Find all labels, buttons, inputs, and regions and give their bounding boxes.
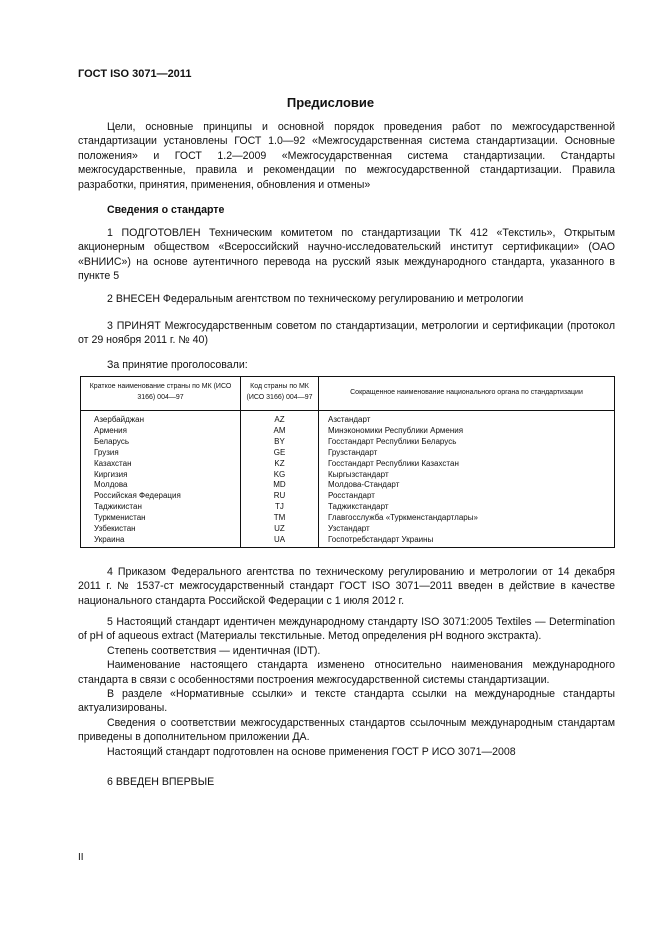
country-cell: Азербайджан: [81, 411, 241, 426]
code-cell: UZ: [241, 524, 319, 535]
document-header: ГОСТ ISO 3071—2011: [78, 68, 192, 80]
item-5-line: Степень соответствия — идентичная (IDT).: [107, 644, 321, 657]
country-cell: Узбекистан: [81, 524, 241, 535]
table-row: [81, 524, 615, 535]
page-title: Предисловие: [286, 95, 375, 110]
code-cell: UA: [241, 535, 319, 547]
agency-cell: Госстандарт Республики Казахстан: [319, 459, 615, 470]
table-row: [81, 535, 615, 547]
country-cell: Киргизия: [81, 470, 241, 481]
agency-cell: Молдова-Стандарт: [319, 480, 615, 491]
item-5-line: 5 Настоящий стандарт идентичен международному стандарту ISO 3071:2005 Textiles — Determination of pH of aqueous extract (Материалы текстильные. Метод определения pH водного экстракта).: [78, 616, 615, 643]
table-row: [81, 426, 615, 437]
code-cell: RU: [241, 491, 319, 502]
country-cell: Таджикистан: [81, 502, 241, 513]
table-row: [81, 470, 615, 481]
column-header: Сокращенное наименование национального органа по стандартизации: [319, 377, 615, 411]
code-cell: KG: [241, 470, 319, 481]
vote-label: За принятие проголосовали:: [107, 359, 248, 371]
country-cell: Грузия: [81, 448, 241, 459]
agency-cell: Кыргызстандарт: [319, 470, 615, 481]
item-5-line: В разделе «Нормативные ссылки» и тексте стандарта ссылки на международные стандарты актуализированы.: [78, 688, 615, 715]
agency-cell: Узстандарт: [319, 524, 615, 535]
page-number: II: [78, 852, 84, 863]
agency-cell: Таджикстандарт: [319, 502, 615, 513]
country-cell: Молдова: [81, 480, 241, 491]
item-5-line: Настоящий стандарт подготовлен на основе применения ГОСТ Р ИСО 3071—2008: [107, 745, 516, 758]
voting-table: [80, 376, 615, 548]
code-cell: BY: [241, 437, 319, 448]
code-cell: AZ: [241, 411, 319, 426]
item-3: 3 ПРИНЯТ Межгосударственным советом по стандартизации, метрологии и сертификации (протокол от 29 ноября 2011 г. № 40): [78, 320, 615, 347]
table-row: [81, 491, 615, 502]
code-cell: KZ: [241, 459, 319, 470]
country-cell: Армения: [81, 426, 241, 437]
code-cell: AM: [241, 426, 319, 437]
section-title: Сведения о стандарте: [107, 204, 225, 216]
agency-cell: Грузстандарт: [319, 448, 615, 459]
column-header: Код страны по МК (ИСО 3166) 004—97: [241, 377, 319, 411]
table-body: [81, 411, 615, 548]
item-4: 4 Приказом Федерального агентства по техническому регулированию и метрологии от 14 декабря 2011 г. № 1537-ст межгосударственный стандарт ГОСТ ISO 3071—2011 введен в действие в качестве национального стандарта Российской Федерации с 1 июля 2012 г.: [78, 566, 615, 607]
table-row: [81, 448, 615, 459]
item-5-line: Сведения о соответствии межгосударственных стандартов ссылочным международным стандартам приведены в дополнительном приложении ДА.: [78, 716, 615, 744]
country-cell: Российская Федерация: [81, 491, 241, 502]
item-2: 2 ВНЕСЕН Федеральным агентством по техническому регулированию и метрологии: [107, 293, 524, 305]
agency-cell: Госстандарт Республики Беларусь: [319, 437, 615, 448]
table-row: [81, 411, 615, 426]
item-5-line: Наименование настоящего стандарта изменено относительно наименования международного стандарта в связи с особенностями построения межгосударственной системы стандартизации.: [78, 659, 615, 686]
agency-cell: Росстандарт: [319, 491, 615, 502]
table-row: [81, 502, 615, 513]
item-1: 1 ПОДГОТОВЛЕН Техническим комитетом по стандартизации ТК 412 «Текстиль», Открытым акционерным обществом «Всероссийский научно-исследовательский институт сертификации» (ОАО «ВНИИС») на основе аутентичного перевода на русский язык международного стандарта, указанного в пункте 5: [78, 227, 615, 283]
item-5: [78, 615, 615, 759]
country-cell: Украина: [81, 535, 241, 547]
agency-cell: Главгосслужба «Туркменстандартлары»: [319, 513, 615, 524]
agency-cell: Азстандарт: [319, 411, 615, 426]
table-row: [81, 480, 615, 491]
code-cell: MD: [241, 480, 319, 491]
table-row: [81, 437, 615, 448]
code-cell: GE: [241, 448, 319, 459]
item-6: 6 ВВЕДЕН ВПЕРВЫЕ: [107, 776, 215, 788]
agency-cell: Госпотребстандарт Украины: [319, 535, 615, 547]
code-cell: TM: [241, 513, 319, 524]
table-header-row: [81, 377, 615, 411]
country-cell: Казахстан: [81, 459, 241, 470]
table-row: [81, 513, 615, 524]
agency-cell: Минэкономики Республики Армения: [319, 426, 615, 437]
country-cell: Туркменистан: [81, 513, 241, 524]
table-row: [81, 459, 615, 470]
column-header: Краткое наименование страны по МК (ИСО 3166) 004—97: [81, 377, 241, 411]
intro-paragraph: Цели, основные принципы и основной порядок проведения работ по межгосударственной стандартизации установлены ГОСТ 1.0—92 «Межгосударственная система стандартизации. Основные положения» и ГОСТ 1.2—2009 «Межгосударственная система стандартизации. Стандарты межгосударственные, правила и рекомендации по межгосударственной стандартизации. Правила разработки, принятия, применения, обновления и отмены»: [78, 121, 615, 191]
country-cell: Беларусь: [81, 437, 241, 448]
code-cell: TJ: [241, 502, 319, 513]
